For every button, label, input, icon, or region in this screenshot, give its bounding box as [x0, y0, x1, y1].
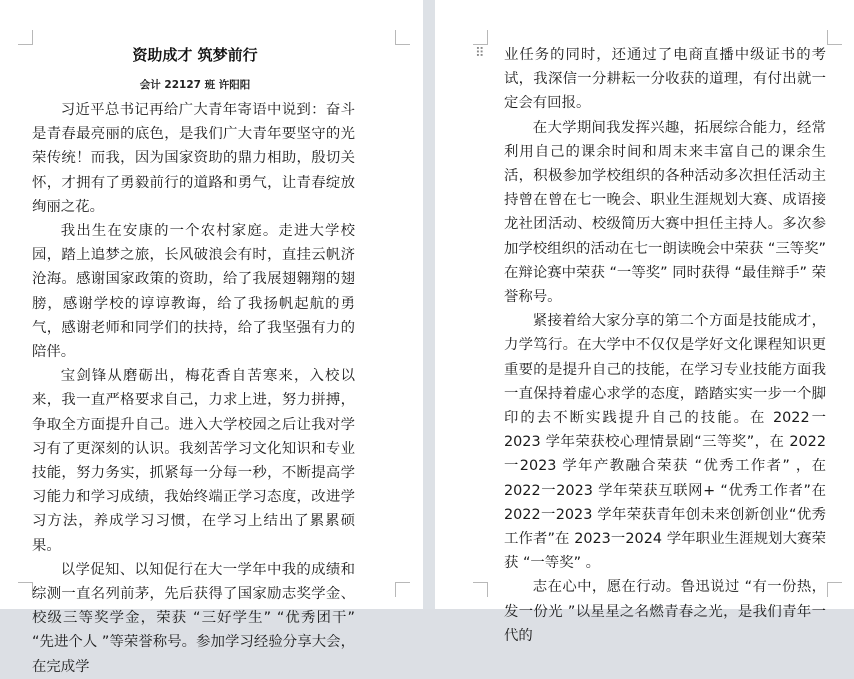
paragraph[interactable]: 紧接着给大家分享的第二个方面是技能成才，力学笃行。在大学中不仅仅是学好文化课程知识更重要的是提升自己的技能，在学习专业技能方面我一直保持着虚心求学的态度，踏踏实实一步一个脚印的去不断实践提升自己的技能。在 2022一2023 学年荣获校心理情景剧“三等奖”，在 2022一2023 学年产教融合荣获 “优秀工作者” ，在 2022一2023 学年荣获互联网+ “优秀工作者”在 2022一2023 学年荣获青年创未来创新创业“优秀工作者”在 2023一2024 学年职业生涯规划大赛荣获 “一等奖” 。	[504, 313, 826, 572]
page-margin-mark	[18, 582, 33, 597]
document-author-line[interactable]: 会计 22127 班 许阳阳	[139, 79, 251, 91]
page-margin-mark	[473, 30, 488, 45]
page-margin-mark	[18, 30, 33, 45]
page-margin-mark	[827, 30, 842, 45]
paragraph[interactable]: 习近平总书记再给广大青年寄语中说到：奋斗是青春最亮丽的底色，是我们广大青年要坚守的光荣传统！而我，因为国家资助的鼎力相助，殷切关怀，才拥有了勇毅前行的道路和勇气，让青春绽放绚丽之花。	[32, 102, 355, 215]
paragraph[interactable]: 志在心中，愿在行动。鲁迅说过 “有一份热，发一份光 ”以星星之名燃青春之光，是我们青年一代的	[504, 579, 826, 644]
body-text-right[interactable]	[504, 43, 826, 648]
paragraph[interactable]: 以学促知、以知促行在大一学年中我的成绩和综测一直名列前茅，先后获得了国家励志奖学金、校级三等奖学金，荣获 “三好学生” “优秀团干” “先进个人 ”等荣誉称号。参加学习经验分享大会，在完成学	[32, 561, 355, 675]
document-page-right	[435, 0, 854, 644]
page-margin-mark	[827, 582, 842, 597]
page-margin-mark	[395, 30, 410, 45]
paragraph[interactable]: 我出生在安康的一个农村家庭。走进大学校园，踏上追梦之旅，长风破浪会有时，直挂云帆济沧海。感谢国家政策的资助，给了我展翅翱翔的翅膀，感谢学校的谆谆教诲，给了我扬帆起航的勇气，感谢老师和同学们的扶持，给了我坚强有力的陪伴。	[32, 223, 355, 361]
page-gap	[423, 0, 435, 609]
page-margin-mark	[395, 582, 410, 597]
page-margin-mark	[473, 582, 488, 597]
document-title[interactable]: 资助成才 筑梦前行	[132, 46, 258, 64]
paragraph-drag-handle-icon[interactable]: ⠿	[475, 46, 485, 61]
body-text-left[interactable]	[32, 98, 355, 679]
paragraph[interactable]: 在大学期间我发挥兴趣，拓展综合能力，经常利用自己的课余时间和周末来丰富自己的课余生活，积极参加学校组织的各种活动多次担任活动主持曾在曾在七一晚会、职业生涯规划大赛、成语接龙社团活动、校级简历大赛中担任主持人。多次参加学校组织的活动在七一朗读晚会中荣获 “三等奖” 在辩论赛中荣获 “一等奖” 同时获得 “最佳辩手” 荣誉称号。	[504, 119, 826, 306]
document-page-left	[0, 0, 423, 675]
paragraph[interactable]: 宝剑锋从磨砺出，梅花香自苦寒来，入校以来，我一直严格要求自己，力求上进，努力拼搏，争取全方面提升自己。进入大学校园之后让我对学习有了更深刻的认识。我刻苦学习文化知识和专业技能，努力务实，抓紧每一分每一秒，不断提高学习能力和学习成绩，我始终端正学习态度，改进学习方法，养成学习习惯，在学习上结出了累累硕果。	[32, 368, 355, 554]
paragraph[interactable]: 业任务的同时，还通过了电商直播中级证书的考试，我深信一分耕耘一分收获的道理，有付出就一定会有回报。	[504, 47, 826, 112]
